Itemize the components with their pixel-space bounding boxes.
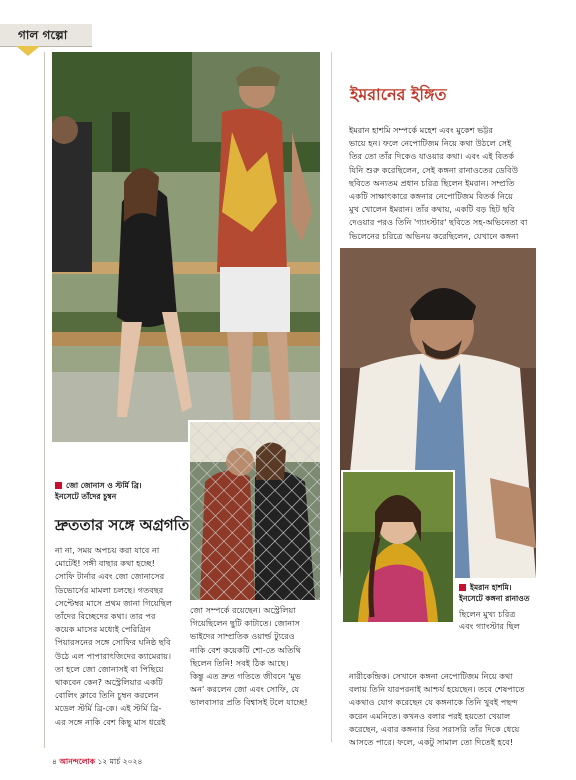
left-margin-rule: [44, 52, 45, 748]
caption-marker-square: [55, 482, 62, 489]
text-line: মুখ খোলেন ইমরান। তাঁর কথায়, একটি বড় হিট ছবি: [349, 204, 515, 215]
text-line: বোলিং ক্লাবে তিনি চুম্বন করলেন: [55, 690, 159, 701]
inset-photo-kiss: [188, 420, 322, 602]
text-line: ছবিতে অন্যতম প্রধান চরিত্র ছিলেন ইমরান। সম্প্রতি: [349, 177, 515, 188]
text-line: ছিলেন মুখ্য চরিত্র: [459, 609, 516, 619]
article-column-right-top: [349, 124, 531, 243]
caption-line-1: ইমরান হাশমি।: [459, 582, 541, 593]
text-line: পিয়ারসনের সঙ্গে সোফির ঘনিষ্ঠ ছবি: [55, 637, 171, 648]
photo-joe-jonas-stormi-bree: [52, 52, 320, 442]
text-line: করেছেন, এবার কঙ্গনার তির সরাসরি তাঁর দিকে ধেয়ে: [349, 723, 520, 734]
text-line: দেওয়ার পরও তিনি 'গ্যাংস্টার' ছবিতে সহ-অভিনেতা বা: [349, 217, 528, 228]
magazine-brand: আনন্দলোক: [59, 757, 96, 766]
text-line: নাকি বেশ কয়েকটি শো-তে অতিথি: [190, 644, 302, 655]
text-line: গিয়েছিলেন ছুটি কাটাতে। জোনাস: [190, 618, 300, 629]
text-line: তির তো তাঁর দিকেও যাওয়ার কথা। এবং এই বিতর্ক: [349, 151, 515, 162]
text-line: এবং গ্যাংস্টার ছিল: [459, 621, 520, 631]
photo-caption-jonas: [55, 480, 185, 502]
text-line: সোফি টার্নার এবং জো জোনাসের: [55, 571, 165, 582]
text-line: যিনি শুরু করেছিলেন, সেই কঙ্গনা রানাওতের ডেবিউ: [349, 164, 519, 175]
text-line: সেপ্টেম্বর মাসে প্রথম জানা গিয়েছিল: [55, 597, 172, 608]
section-tab: [0, 24, 92, 47]
column-divider: [331, 52, 332, 742]
page-number: ৪: [52, 757, 57, 766]
text-line: একটি সাক্ষাৎকারে কঙ্গনার নেপোটিজম বিতর্ক নিয়ে: [349, 191, 513, 202]
text-line: তাঁদের বিচ্ছেদের কথা। তার পর: [55, 611, 156, 622]
article-column-right-bottom: [349, 670, 533, 749]
inset-photo-kangana: [341, 470, 455, 624]
article-heading-jonas: দ্রুততার সঙ্গে অগ্রগতি: [55, 516, 190, 534]
article-column-1: [55, 544, 183, 729]
article-column-2: [190, 604, 320, 710]
caption-line-2: ইনসেটে তাঁদের চুম্বন: [55, 492, 117, 501]
caption-marker-square: [459, 584, 466, 591]
issue-date: ১২ মার্চ ২০২৪: [97, 757, 143, 766]
text-line: না না, সময় অপচয় করা যাবে না: [55, 545, 160, 555]
text-line: কয়েক মাসের মধ্যেই পেরিগ্রিন: [55, 624, 151, 635]
text-line: অন' করলেন জো এবং সোফি, যে: [190, 684, 300, 695]
article-heading-emraan: ইমরানের ইঙ্গিত: [350, 85, 447, 104]
text-line: ভালবাসার প্রতি বিশ্বাসই টলে যাচ্ছে!: [190, 697, 308, 708]
caption-line-2: ইনসেটে কঙ্গনা রানাওত: [459, 594, 530, 603]
text-line: থাকবেন কেন? অস্ট্রেলিয়ার একটি: [55, 677, 163, 688]
text-line: মোটেই! সঙ্গী বাছার কথা হচ্ছে!: [55, 558, 155, 569]
article-column-right-side: [459, 608, 541, 632]
text-line: এর সঙ্গে নাকি বেশ কিছু মাস ধরেই: [55, 716, 166, 727]
text-line: জো সম্পর্কে রয়েছেন। অস্ট্রেলিয়া: [190, 605, 296, 615]
section-tab-label: গাল গল্পো: [18, 28, 68, 42]
photo-caption-emraan: [459, 582, 541, 604]
text-line: বলায় তিনি যারপরনাই আশ্চর্য হয়েছেন। তবে শেষপাতে: [349, 684, 525, 695]
text-line: মডেল স্টর্মি ব্রি-কে। এই স্টর্মি ব্রি-: [55, 703, 162, 714]
page-footer: [52, 756, 142, 769]
text-line: ভায়ে হন। ফলে নেপোটিজম নিয়ে কথা উঠলে সেই: [349, 138, 512, 149]
caption-line-1: জো জোনাস ও স্টর্মি ব্রি।: [55, 480, 185, 491]
text-line: ডিভোর্সের মামলা চলছে। গতবছর: [55, 584, 164, 595]
text-line: উঠে এল পাপারাৎজিদের ক্যামেরায়।: [55, 650, 172, 661]
text-line: ইমরান হাশমি সম্পর্কে মহেশ এবং মুকেশ ভট্টর: [349, 125, 493, 135]
text-line: আসতে পারে। ফলে, একটু সামাল তো দিতেই হবে!: [349, 737, 514, 748]
tab-marker-triangle: [16, 46, 40, 56]
text-line: কিন্তু এত দ্রুত গতিতে জীবনে 'মুভ: [190, 671, 302, 682]
text-line: তা হলে জো জোনাসই বা পিছিয়ে: [55, 663, 164, 674]
text-line: নারীকেন্দ্রিক। সেখানে কঙ্গনা নেপোটিজম নিয়ে কথা: [349, 671, 513, 681]
text-line: ভাইদের সাম্প্রতিক ওয়ার্ল্ড ট্যুরেও: [190, 631, 295, 642]
text-line: করেন এমনিতে। কখনও বলার পরই হয়তো খেয়াল: [349, 710, 511, 721]
text-line: ভিলেনের চরিত্রে অভিনয় করেছিলেন, যেখানে কঙ্গনা: [349, 230, 519, 241]
text-line: ছিলেন তিনি! সবই ঠিক আছে।: [190, 657, 289, 668]
text-line: একথাও যোগ করেছেন যে কঙ্গনাকে তিনি খুবই পছন্দ: [349, 697, 518, 708]
